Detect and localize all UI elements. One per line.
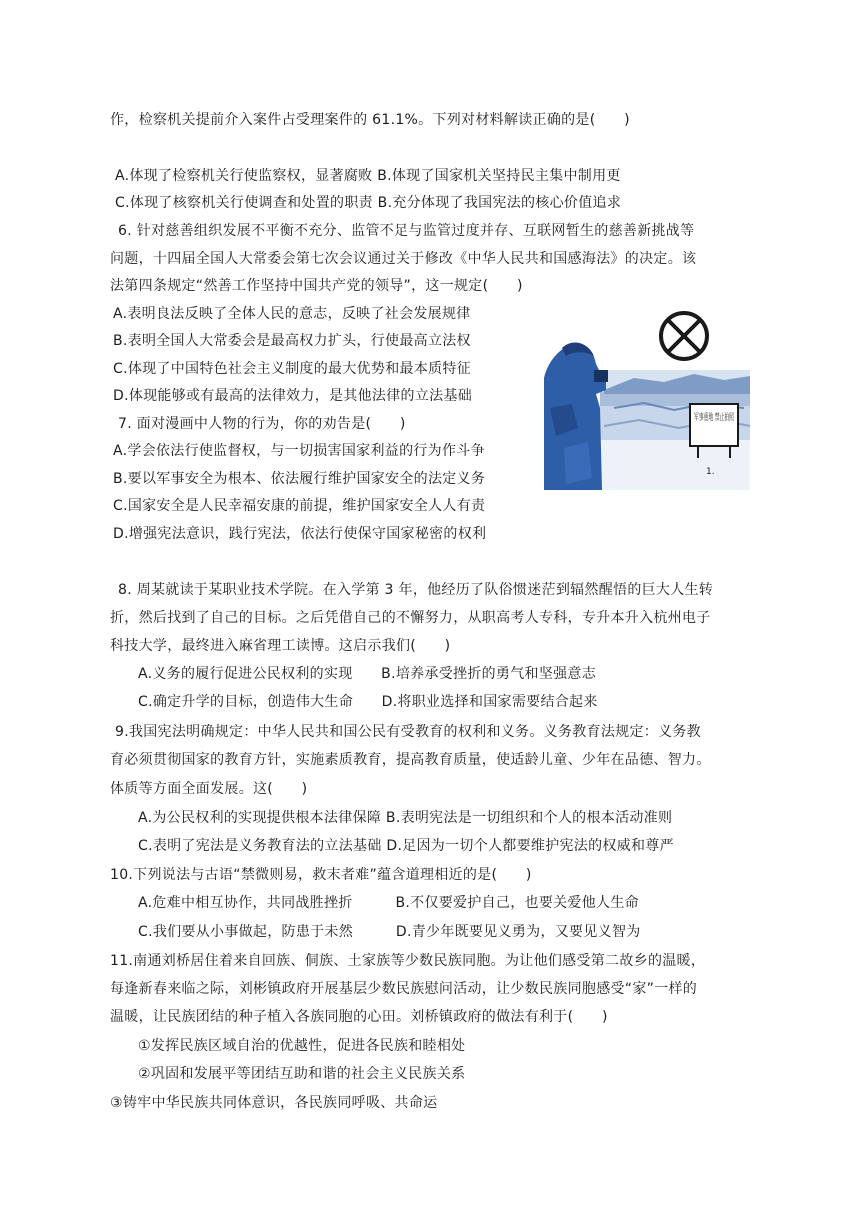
q6-stem-line-3: 法第四条规定“然善工作坚持中国共产党的领导”，这一规定( ) [110, 278, 523, 294]
person-with-camera [544, 342, 608, 490]
q9-options-cd: C.表明了宪法是义务教育法的立法基础 D.足因为一切个人都要维护宪法的权威和尊严 [138, 838, 674, 854]
q5-stem-line: 作，检察机关提前介入案件占受理案件的 61.1%。下列对材料解读正确的是( ) [110, 112, 630, 128]
q6-option-d: D.体现能够或有最高的法律效力，是其他法律的立法基础 [113, 388, 473, 404]
q10-options-cd: C.我们要从小事做起，防患于未然 D.青少年既要见义勇为，又要见义智为 [138, 924, 641, 940]
q11-item-1: ①发挥民族区域自治的优越性，促进各民族和睦相处 [138, 1038, 466, 1054]
q11-item-3: ③铸牢中华民族共同体意识，各民族同呼吸、共命运 [110, 1095, 438, 1111]
q7-option-d: D.增强宪法意识，践行宪法，依法行使保守国家秘密的权利 [113, 526, 487, 542]
q7-option-b: B.要以军事安全为根本、依法履行维护国家安全的法定义务 [113, 471, 486, 487]
q11-item-2: ②巩固和发展平等团结互助和谐的社会主义民族关系 [138, 1066, 466, 1082]
q11-stem-line-3: 温暖，让民族团结的种子植入各族同胞的心田。刘桥镇政府的做法有利于( ) [110, 1009, 608, 1025]
q9-stem-line-3: 体质等方面全面发展。这( ) [110, 781, 308, 797]
cartoon-caption: 1. [706, 467, 715, 477]
q7-option-a: A.学会依法行使监督权，与一切损害国家利益的行为作斗争 [113, 443, 485, 459]
q8-options-cd: C.确定升学的目标，创造伟大生命 D.将职业选择和国家需要结合起来 [138, 694, 598, 710]
q6-option-c: C.体现了中国特色社会主义制度的最大优势和最本质特征 [113, 361, 472, 377]
q7-stem-line: 7. 面对漫画中人物的行为，你的劝告是( ) [118, 416, 406, 432]
q10-options-ab: A.危难中相互协作，共同战胜挫折 B.不仅要爱护自己，也要关爱他人生命 [138, 895, 639, 911]
q8-stem-line-2: 折，然后找到了自己的目标。之后凭借自己的不懈努力，从职高考人专科，专升本升入杭州电子 [110, 610, 711, 626]
q10-stem-line: 10.下列说法与古语“禁微则易，救末者难”蕴含道理相近的是( ) [110, 867, 532, 883]
q5-options-ab: A.体现了检察机关行使监察权，显著腐败 B.体现了国家机关坚持民主集中制用更 [115, 168, 621, 184]
q8-options-ab: A.义务的履行促进公民权利的实现 B.培养承受挫折的勇气和坚强意志 [138, 666, 597, 682]
q6-option-b: B.表明全国人大常委会是最高权力扩头，行使最高立法权 [113, 333, 471, 349]
q6-stem-line-2: 问题，十四届全国人大常委会第七次会议通过关于修改《中华人民共和国感海法》的决定。该 [110, 251, 697, 267]
q8-stem-line-3: 科技大学，最终进入麻省理工读博。这启示我们( ) [110, 638, 451, 654]
q6-option-a: A.表明良法反映了全体人民的意志，反映了社会发展规律 [113, 306, 471, 322]
q11-stem-line-2: 每逢新春来临之际，刘彬镇政府开展基层少数民族慰问活动，让少数民族同胞感受“家”一样的 [110, 981, 698, 997]
q5-options-cd: C.体现了核察机关行使调查和处置的职责 B.充分体现了我国宪法的核心价值追求 [115, 195, 622, 211]
q7-option-c: C.国家安全是人民幸福安康的前提，维护国家安全人人有责 [113, 498, 486, 514]
q8-stem-line-1: 8. 周某就读于某职业技术学院。在入学第 3 年，他经历了队俗惯迷茫到辐然醒悟的巨大人生转 [118, 582, 714, 598]
restricted-sign-text: 军事重地 禁止拍照 [694, 413, 769, 423]
no-photo-sign-icon [661, 313, 707, 359]
q9-options-ab: A.为公民权利的实现提供根本法律保障 B.表明宪法是一切组织和个人的根本活动准则 [138, 810, 673, 826]
cartoon-illustration [544, 308, 769, 490]
q11-stem-line-1: 11.南通刘桥居住着来自回族、侗族、土家族等少数民族同胞。为让他们感受第二故乡的温暖， [110, 953, 706, 969]
q6-stem-line-1: 6. 针对慈善组织发展不平衡不充分、监管不足与监管过度并存、互联网暂生的慈善新挑战等 [118, 223, 695, 239]
q9-stem-line-1: 9.我国宪法明确规定：中华人民共和国公民有受教育的权利和义务。义务教育法规定：义务教 [115, 724, 701, 740]
q9-stem-line-2: 育必须贯彻国家的教育方针，实施素质教育，提高教育质量，使适龄儿童、少年在品德、智力。 [110, 752, 711, 768]
